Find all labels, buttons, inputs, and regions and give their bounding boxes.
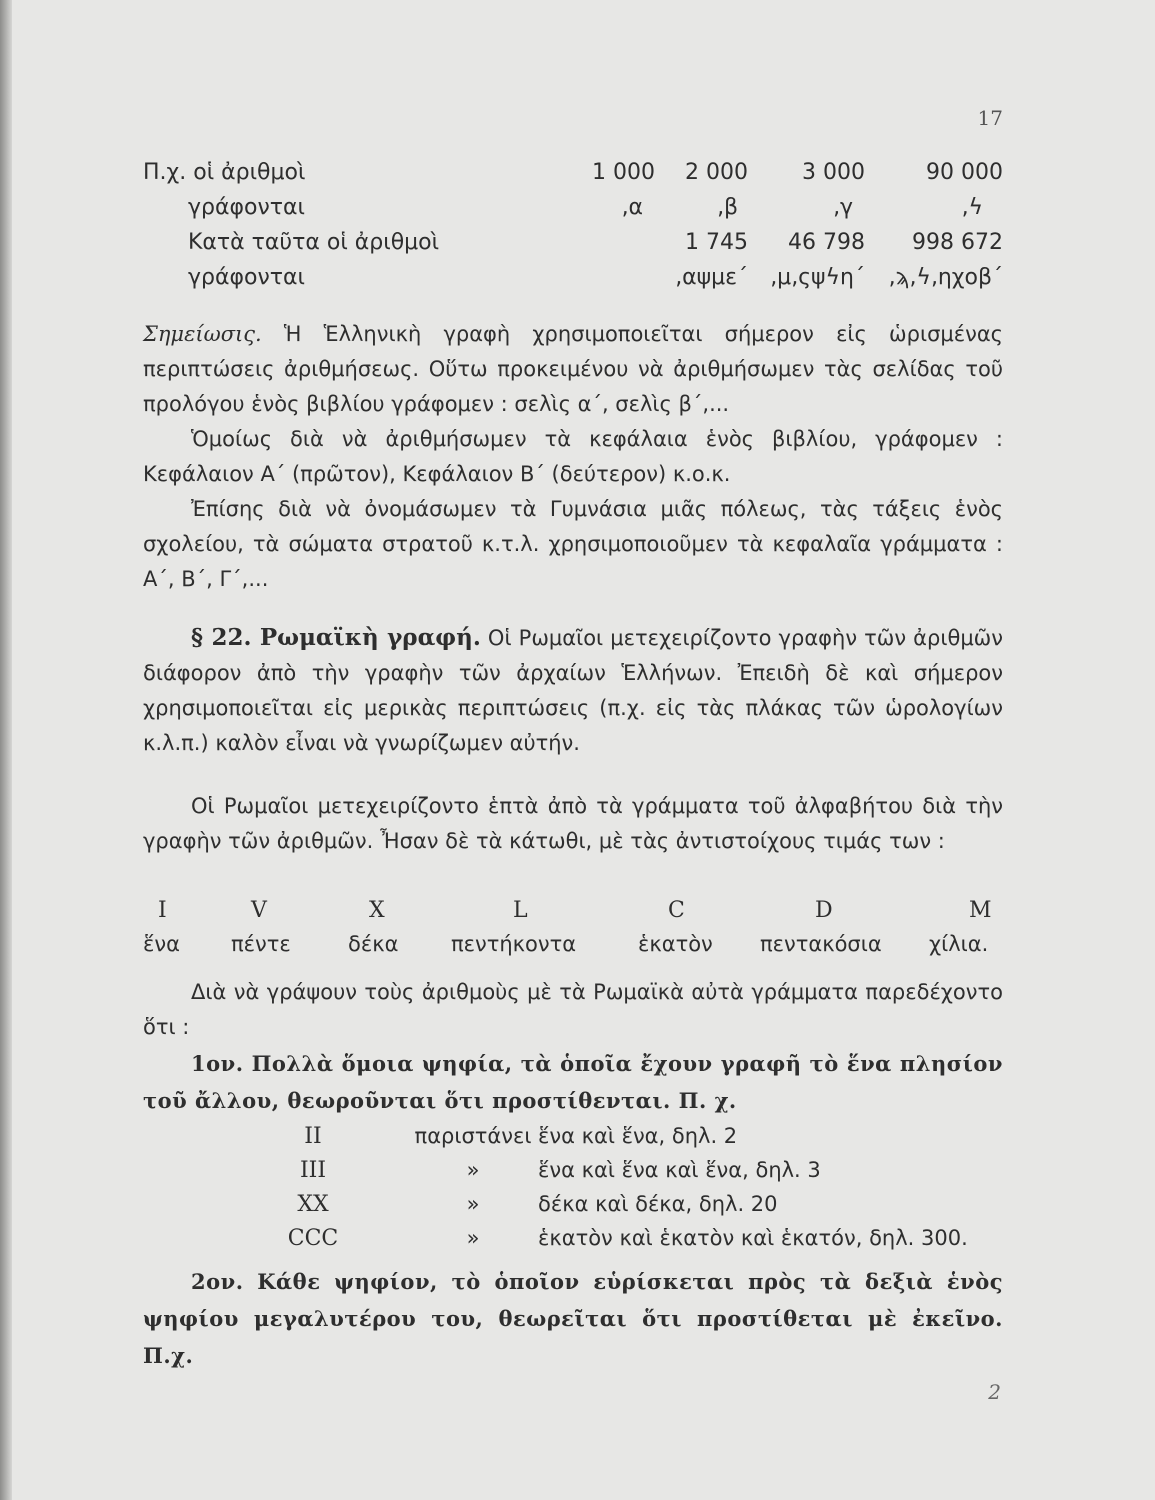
table-row	[143, 230, 1003, 265]
note-label: Σημείωσις.	[143, 322, 262, 346]
cell: 46 798	[788, 230, 865, 255]
row-label: γράφονται	[188, 195, 305, 220]
note-paragraph	[143, 317, 1003, 422]
example-verb: »	[466, 1192, 480, 1216]
cell: ‚β	[716, 195, 738, 220]
roman-letter: V	[251, 898, 267, 923]
rule-intro-paragraph: Διὰ νὰ γράψουν τοὺς ἀριθμοὺς μὲ τὰ Ρωμαϊκὰ αὐτὰ γράμματα παρεδέχοντο ὅτι :	[143, 980, 1003, 1039]
rule-2: 2ον. Κάθε ψηφίον, τὸ ὁποῖον εὑρίσκεται πρὸς τὰ δεξιὰ ἑνὸς ψηφίου μεγαλυτέρου του, θεωρεῖται ὅτι προστίθεται μὲ ἐκεῖνο. Π.χ.	[143, 1269, 1003, 1368]
cell: 2 000	[685, 160, 748, 185]
roman-value: δέκα	[348, 932, 399, 956]
cell: ‚ϡ‚ϟ‚ηχοβ΄	[888, 265, 1003, 290]
example-verb: »	[466, 1158, 480, 1182]
roman-letter: L	[513, 898, 528, 923]
roman-letter: C	[668, 898, 685, 923]
example-meaning: δέκα καὶ δέκα, δηλ. 20	[538, 1192, 778, 1216]
roman-value: πεντήκοντα	[451, 932, 577, 956]
roman-letter: X	[369, 898, 385, 923]
roman-value: πεντακόσια	[760, 932, 882, 956]
cell: 3 000	[802, 160, 865, 185]
example-row	[143, 1192, 1003, 1226]
roman-letter: M	[969, 898, 992, 923]
cell: ‚αψμε΄	[675, 265, 748, 290]
page-edge-shadow	[0, 0, 12, 1500]
section-heading: § 22. Ρωμαϊκὴ γραφή.	[191, 624, 481, 651]
cell: ‚γ	[832, 195, 853, 220]
roman-letter: I	[158, 898, 167, 923]
cell: 90 000	[926, 160, 1003, 185]
example-row	[143, 1124, 1003, 1158]
note-paragraph-3: Ἐπίσης διὰ νὰ ὀνομάσωμεν τὰ Γυμνάσια μιᾶς πόλεως, τὰς τάξεις ἑνὸς σχολείου, τὰ σώματα στρατοῦ κ.τ.λ. χρησιμοποιοῦμεν τὰ κεφαλαῖα γράμματα : Α΄, Β΄, Γ΄,...	[143, 497, 1003, 591]
note-text: Ἡ Ἑλληνικὴ γραφὴ χρησιμοποιεῖται σήμερον εἰς ὡρισμένας περιπτώσεις ἀριθμήσεως. Οὕτω προκειμένου νὰ ἀριθμήσωμεν τὰς σελίδας τοῦ προλόγου ἑνὸς βιβλίου γράφομεν : σελὶς α΄, σελὶς β΄,...	[143, 322, 1003, 416]
rule-1: 1ον. Πολλὰ ὅμοια ψηφία, τὰ ὁποῖα ἔχουν γραφῆ τὸ ἕνα πλησίον τοῦ ἄλλου, θεωροῦνται ὅτι προστίθενται. Π. χ.	[143, 1051, 1003, 1113]
example-meaning: ἕνα καὶ ἕνα, δηλ. 2	[538, 1124, 738, 1148]
cell: ‚ϟ	[961, 195, 983, 220]
example-meaning: ἕνα καὶ ἕνα καὶ ἕνα, δηλ. 3	[538, 1158, 821, 1182]
note-paragraph-2: Ὁμοίως διὰ νὰ ἀριθμήσωμεν τὰ κεφάλαια ἑνὸς βιβλίου, γράφομεν : Κεφάλαιον Α΄ (πρῶτον), Κεφάλαιον Β΄ (δεύτερον) κ.ο.κ.	[143, 427, 1003, 486]
table-row	[143, 195, 1003, 230]
rule-1-examples	[143, 1124, 1003, 1260]
roman-letters-row	[143, 898, 1003, 934]
greek-numeral-table	[143, 160, 1003, 300]
cell: 1 745	[685, 230, 748, 255]
cell: ‚α	[621, 195, 643, 220]
roman-value: χίλια.	[929, 932, 989, 956]
roman-values-row	[143, 932, 1003, 968]
section-text: Οἱ Ρωμαῖοι μετεχειρίζοντο γραφὴν τῶν ἀριθμῶν διάφορον ἀπὸ τὴν γραφὴν τῶν ἀρχαίων Ἑλλήνων. Ἐπειδὴ δὲ καὶ σήμερον χρησιμοποιεῖται εἰς μερικὰς περιπτώσεις (π.χ. εἰς τὰς πλάκας τῶν ὡρολογίων κ.λ.π.) καλὸν εἶναι νὰ γνωρίζωμεν αὐτήν.	[143, 626, 1003, 755]
example-row	[143, 1158, 1003, 1192]
cell: 1 000	[592, 160, 655, 185]
table-row	[143, 160, 1003, 195]
roman-value: ἑκατὸν	[638, 932, 713, 956]
example-roman: CCC	[287, 1226, 339, 1251]
example-row	[143, 1226, 1003, 1260]
page-number: 17	[977, 106, 1003, 130]
row-label: Π.χ. οἱ ἀριθμοὶ	[143, 160, 306, 185]
roman-value: ἕνα	[143, 932, 180, 956]
example-roman: III	[299, 1158, 327, 1183]
section-22-paragraph	[143, 620, 1003, 761]
row-label: γράφονται	[188, 265, 305, 290]
cell: ‚μ‚ςψϟη΄	[770, 265, 865, 290]
example-verb: παριστάνει	[414, 1124, 532, 1148]
roman-value: πέντε	[231, 932, 291, 956]
example-roman: II	[304, 1124, 322, 1149]
example-roman: XX	[297, 1192, 329, 1217]
example-verb: »	[466, 1226, 480, 1250]
signature-mark: 2	[988, 1380, 1001, 1404]
cell: 998 672	[912, 230, 1003, 255]
roman-letter: D	[815, 898, 833, 923]
section-paragraph-2: Οἱ Ρωμαῖοι μετεχειρίζοντο ἑπτὰ ἀπὸ τὰ γράμματα τοῦ ἀλφαβήτου διὰ τὴν γραφὴν τῶν ἀριθμῶν. Ἦσαν δὲ τὰ κάτωθι, μὲ τὰς ἀντιστοίχους τιμάς των :	[143, 794, 1003, 853]
row-label: Κατὰ ταῦτα οἱ ἀριθμοὶ	[188, 230, 440, 255]
table-row	[143, 265, 1003, 300]
example-meaning: ἑκατὸν καὶ ἑκατὸν καὶ ἑκατόν, δηλ. 300.	[538, 1226, 968, 1250]
